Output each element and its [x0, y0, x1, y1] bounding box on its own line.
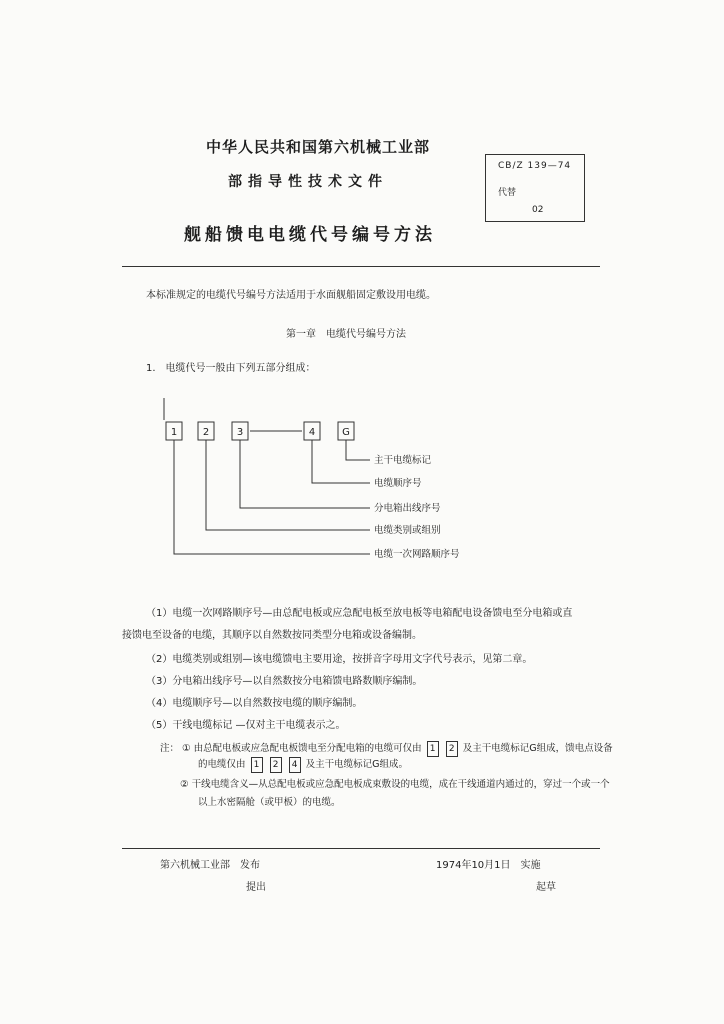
replaces-number: 02: [532, 205, 544, 215]
paragraph-1a: （1）电缆一次网路顺序号—由总配电板或应急配电板至放电板等电箱配电设备馈电至分电箱或直: [146, 608, 573, 619]
note-box-1b: 1: [251, 757, 263, 773]
diagram-label-network-seq: 电缆一次网路顺序号: [374, 549, 460, 560]
note-1-text-a: 由总配电板或应急配电板馈电至分配电箱的电缆可仅由: [193, 743, 422, 754]
paragraph-4: （4）电缆顺序号—以自然数按电缆的顺序编制。: [146, 698, 363, 709]
item-1-text: 1. 电缆代号一般由下列五部分组成：: [146, 363, 316, 374]
note-1-line-2: [198, 756, 408, 773]
diagram-box-1-label: 1: [170, 427, 178, 438]
diagram-label-category: 电缆类别或组别: [374, 525, 441, 536]
diagram-label-trunk: 主干电缆标记: [374, 455, 432, 466]
note-box-1: 1: [427, 741, 439, 757]
footer-divider: [122, 848, 600, 849]
diagram-box-3-label: 3: [236, 427, 244, 438]
document-type: 部指导性技术文件: [228, 174, 388, 190]
paragraph-2: （2）电缆类别或组别—该电缆馈电主要用途，按拼音字母用文字代号表示，见第二章。: [146, 654, 533, 665]
standard-code-box: [485, 154, 585, 222]
diagram-label-outlet-seq: 分电箱出线序号: [374, 503, 441, 514]
replaces-label: 代替: [498, 188, 517, 198]
note-1-text-d: 及主干电缆标记G组成。: [305, 759, 409, 770]
diagram-box-g-label: G: [342, 427, 350, 438]
page-title: 舰船馈电电缆代号编号方法: [184, 225, 436, 245]
note-1-line-1: [160, 740, 613, 757]
note-2-line-1: [180, 776, 610, 790]
note-2-text-a: 干线电缆含义—从总配电板或应急配电板成束敷设的电缆，成在干线通道内通过的，穿过一个或一个: [191, 779, 610, 790]
paragraph-3: （3）分电箱出线序号—以自然数按分电箱馈电路数顺序编制。: [146, 676, 423, 687]
notes-label: 注：: [160, 743, 180, 754]
note-box-2: 2: [446, 741, 458, 757]
diagram-box-4-label: 4: [308, 427, 316, 438]
footer-effective-date: 1974年10月1日 实施: [436, 860, 541, 871]
paragraph-5: （5）干线电缆标记 —仅对主干电缆表示之。: [146, 720, 346, 731]
footer-drafted-by: 起草: [536, 882, 556, 893]
cable-code-diagram: [150, 390, 510, 570]
diagram-box-2-label: 2: [202, 427, 210, 438]
note-box-2b: 2: [270, 757, 282, 773]
note-1-marker: ①: [182, 743, 191, 754]
ministry-title: 中华人民共和国第六机械工业部: [206, 138, 431, 156]
header-divider: [122, 266, 600, 267]
diagram-label-cable-seq: 电缆顺序号: [374, 478, 422, 489]
paragraph-1b: 接馈电至设备的电缆，其顺序以自然数按同类型分电箱或设备编制。: [122, 630, 422, 641]
note-box-4b: 4: [289, 757, 301, 773]
note-2-text-b: 以上水密隔舱（或甲板）的电缆。: [198, 797, 341, 808]
footer-publisher: 第六机械工业部 发布: [160, 860, 260, 871]
intro-text: 本标准规定的电缆代号编号方法适用于水面舰船固定敷设用电缆。: [146, 290, 436, 301]
chapter-title: 第一章 电缆代号编号方法: [286, 329, 406, 340]
footer-proposed-by: 提出: [246, 882, 266, 893]
note-2-marker: ②: [180, 779, 189, 790]
note-1-text-b: 及主干电缆标记G组成，馈电点设备: [462, 743, 613, 754]
note-1-text-c: 的电缆仅由: [198, 759, 246, 770]
standard-code: CB/Z 139—74: [498, 161, 572, 171]
